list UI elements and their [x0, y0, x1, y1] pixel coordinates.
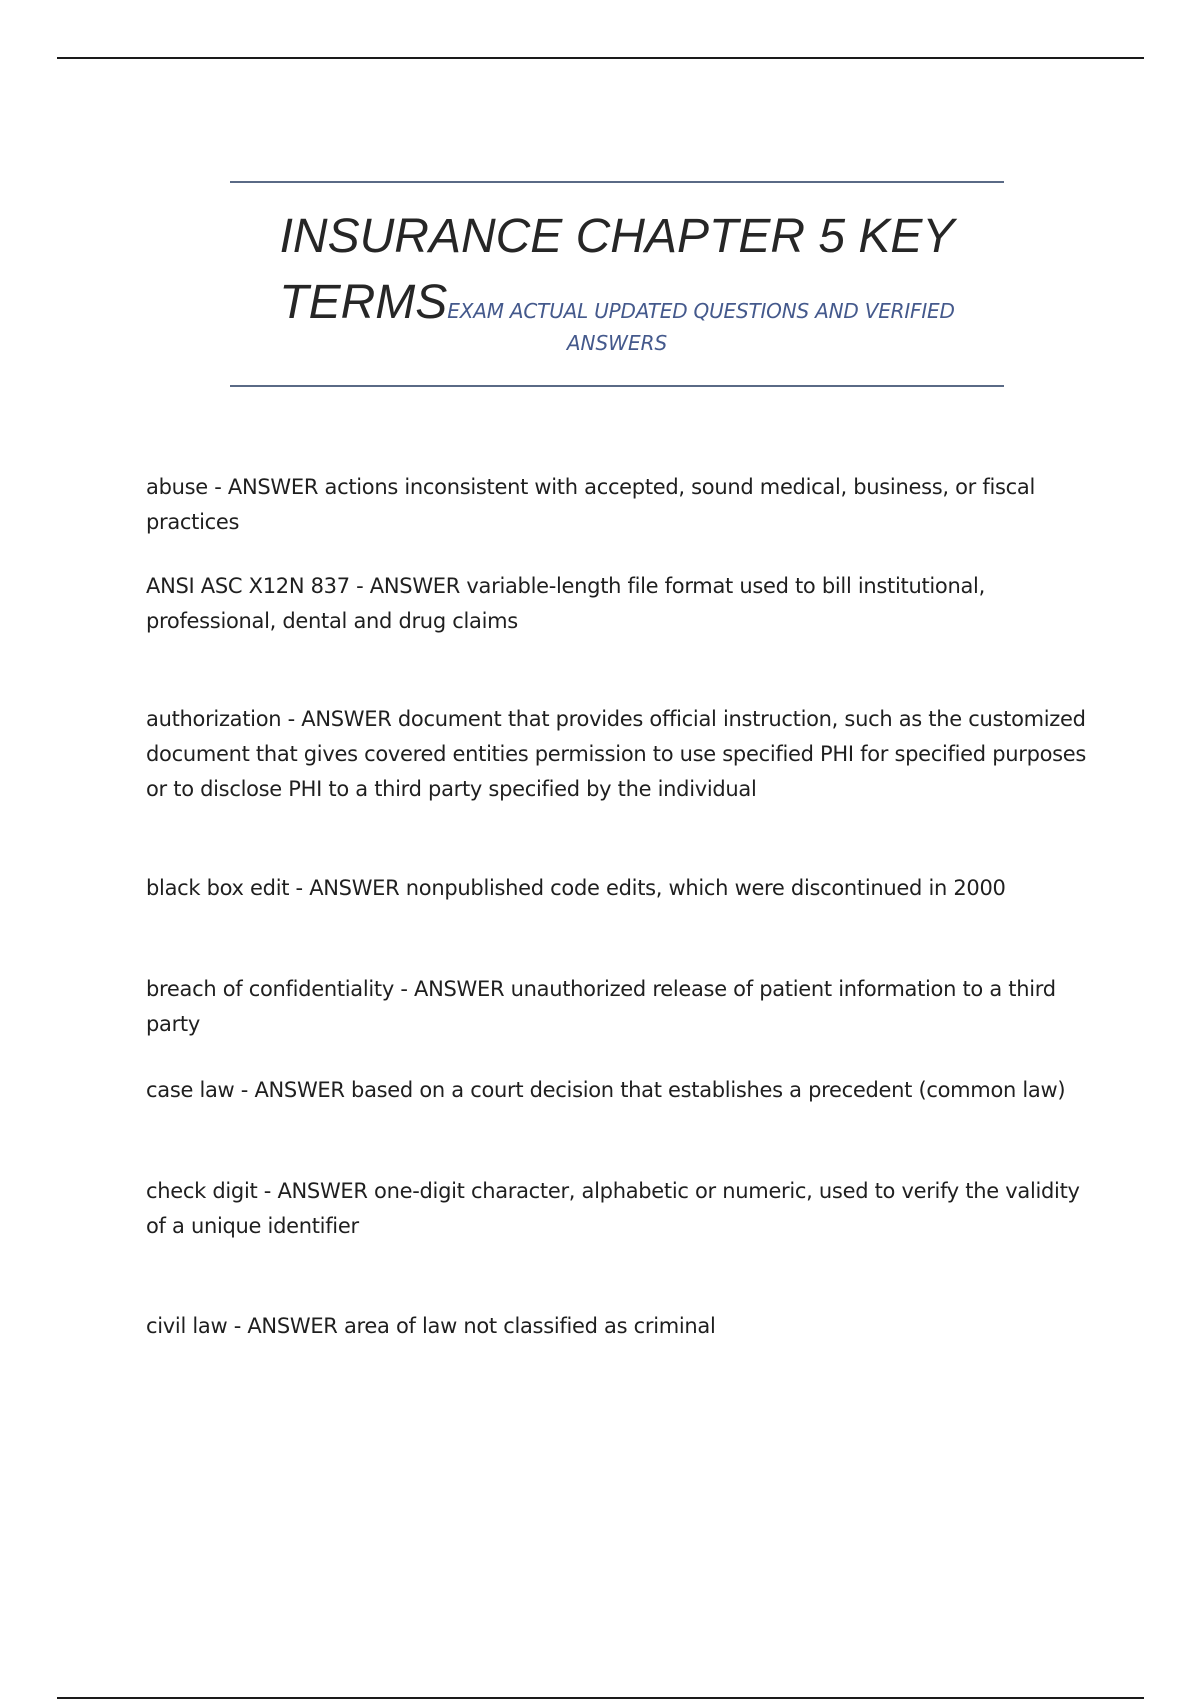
- term-authorization: authorization - ANSWER document that provides official instruction, such as the customized document that gives covered entities permission to use specified PHI for specified purposes or to disclose PHI to a third party specified by the individual: [146, 707, 1087, 801]
- document-title: [260, 204, 974, 344]
- term-black-box-edit: black box edit - ANSWER nonpublished code edits, which were discontinued in 2000: [146, 876, 1006, 900]
- term-case-law: case law - ANSWER based on a court decision that establishes a precedent (common law): [146, 1078, 1066, 1102]
- title-line-2: TERMS: [279, 276, 448, 329]
- term-civil-law: civil law - ANSWER area of law not classified as criminal: [146, 1314, 716, 1338]
- subtitle-part-1: EXAM ACTUAL UPDATED QUESTIONS AND VERIFIED: [447, 299, 955, 323]
- title-block: [230, 181, 1004, 387]
- subtitle-part-2: ANSWERS: [566, 331, 668, 355]
- page-top-rule: [57, 57, 1144, 59]
- title-lower-rule: [230, 385, 1004, 387]
- title-line-1: INSURANCE CHAPTER 5 KEY: [279, 210, 955, 263]
- term-breach-of-confidentiality: breach of confidentiality - ANSWER unauthorized release of patient information to a third party: [146, 977, 1056, 1036]
- term-check-digit: check digit - ANSWER one-digit character, alphabetic or numeric, used to verify the validity of a unique identifier: [146, 1179, 1080, 1238]
- term-ansi-asc-x12n-837: ANSI ASC X12N 837 - ANSWER variable-length file format used to bill institutional, professional, dental and drug claims: [146, 574, 985, 633]
- page-bottom-rule: [57, 1697, 1144, 1699]
- term-abuse: abuse - ANSWER actions inconsistent with accepted, sound medical, business, or fiscal practices: [146, 475, 1035, 534]
- title-upper-rule: [230, 181, 1004, 183]
